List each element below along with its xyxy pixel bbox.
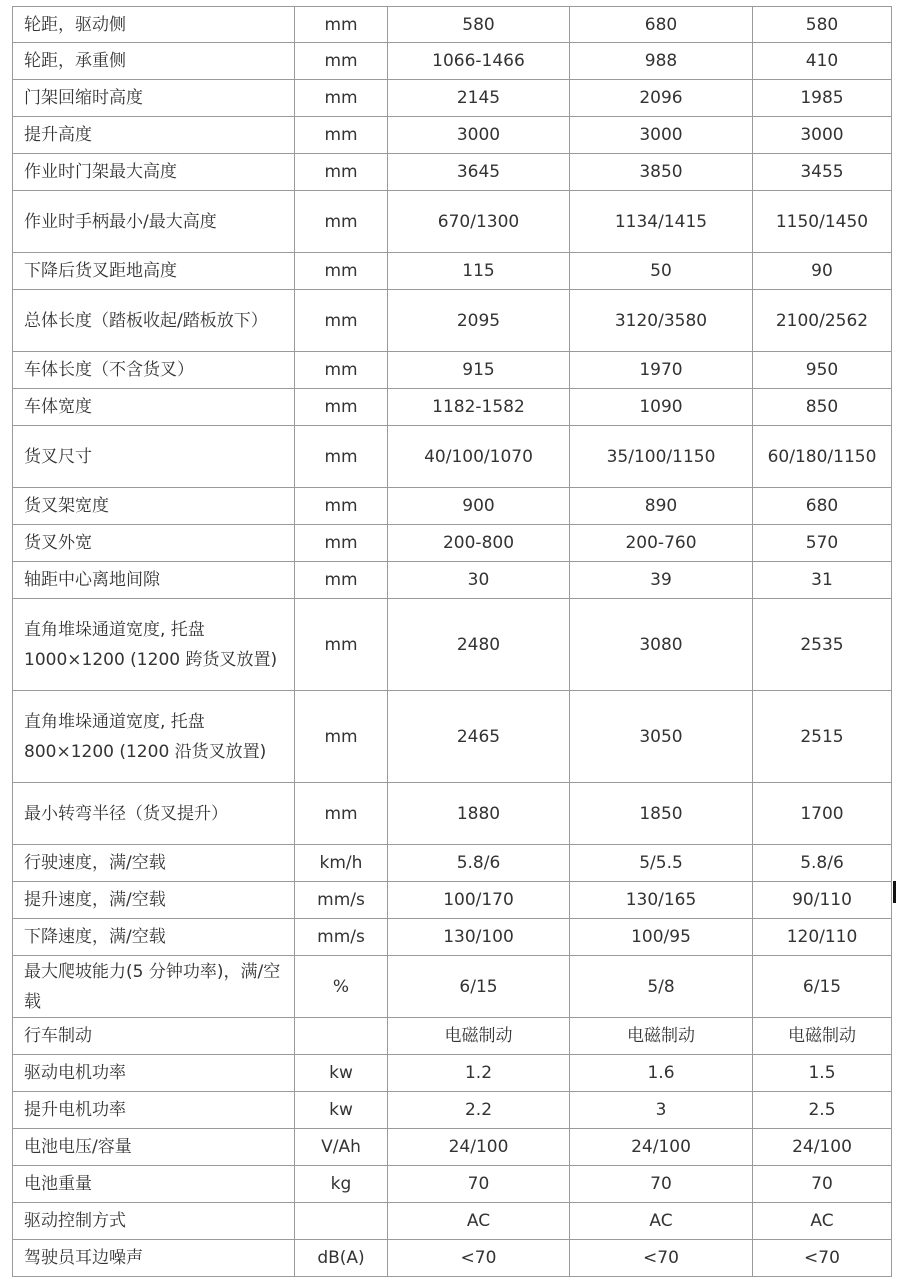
parameter-name-cell: 下降速度，满/空载 [13,919,295,956]
value-cell-v2: 5/8 [570,956,753,1018]
value-cell-v3: 24/100 [753,1129,892,1166]
unit-cell: km/h [295,845,388,882]
value-cell-v1: 100/170 [388,882,570,919]
table-row [13,882,892,919]
parameter-name-cell: 最大爬坡能力(5 分钟功率)，满/空载 [13,956,295,1018]
parameter-name-cell: 作业时手柄最小/最大高度 [13,191,295,253]
unit-cell: mm [295,562,388,599]
unit-cell: mm [295,191,388,253]
value-cell-v3: 5.8/6 [753,845,892,882]
value-cell-v3: 410 [753,43,892,80]
value-cell-v3: 2515 [753,691,892,783]
table-row [13,426,892,488]
value-cell-v2: 1090 [570,389,753,426]
unit-cell: mm [295,290,388,352]
value-cell-v2: 35/100/1150 [570,426,753,488]
table-row [13,956,892,1018]
table-row [13,154,892,191]
value-cell-v2: AC [570,1203,753,1240]
parameter-name-cell: 轮距，驱动侧 [13,7,295,43]
value-cell-v2: 50 [570,253,753,290]
value-cell-v1: 3645 [388,154,570,191]
value-cell-v3: 1985 [753,80,892,117]
value-cell-v3: 850 [753,389,892,426]
value-cell-v1: 580 [388,7,570,43]
value-cell-v1: 2.2 [388,1092,570,1129]
parameter-name-cell: 作业时门架最大高度 [13,154,295,191]
parameter-name-cell: 行驶速度，满/空载 [13,845,295,882]
value-cell-v1: 40/100/1070 [388,426,570,488]
value-cell-v2: 1.6 [570,1055,753,1092]
value-cell-v1: 200-800 [388,525,570,562]
value-cell-v3: 60/180/1150 [753,426,892,488]
table-row [13,80,892,117]
parameter-name-cell: 车体宽度 [13,389,295,426]
unit-cell: mm [295,525,388,562]
table-row [13,919,892,956]
unit-cell [295,1018,388,1055]
parameter-name-cell: 电池重量 [13,1166,295,1203]
value-cell-v2: 5/5.5 [570,845,753,882]
unit-cell: V/Ah [295,1129,388,1166]
unit-cell: mm [295,7,388,43]
parameter-name-cell: 下降后货叉距地高度 [13,253,295,290]
value-cell-v3: 3455 [753,154,892,191]
edge-marker [893,881,896,903]
unit-cell: mm [295,154,388,191]
parameter-name-cell: 总体长度（踏板收起/踏板放下） [13,290,295,352]
table-row [13,290,892,352]
table-row [13,7,892,43]
unit-cell: mm [295,691,388,783]
value-cell-v2: 3050 [570,691,753,783]
value-cell-v3: 70 [753,1166,892,1203]
unit-cell: mm [295,599,388,691]
unit-cell [295,1203,388,1240]
parameter-name-cell: 电池电压/容量 [13,1129,295,1166]
value-cell-v1: 130/100 [388,919,570,956]
unit-cell: mm [295,783,388,845]
table-row [13,117,892,154]
value-cell-v1: 2145 [388,80,570,117]
value-cell-v1: 6/15 [388,956,570,1018]
value-cell-v1: 3000 [388,117,570,154]
value-cell-v3: 90/110 [753,882,892,919]
parameter-name-cell: 门架回缩时高度 [13,80,295,117]
table-row [13,562,892,599]
value-cell-v1: 2465 [388,691,570,783]
unit-cell: mm/s [295,919,388,956]
table-row [13,1203,892,1240]
value-cell-v3: 2100/2562 [753,290,892,352]
unit-cell: mm [295,389,388,426]
value-cell-v1: 115 [388,253,570,290]
table-row [13,43,892,80]
value-cell-v1: 2480 [388,599,570,691]
value-cell-v1: AC [388,1203,570,1240]
unit-cell: mm [295,488,388,525]
unit-cell: mm [295,352,388,389]
value-cell-v1: 900 [388,488,570,525]
value-cell-v3: 90 [753,253,892,290]
value-cell-v1: 2095 [388,290,570,352]
unit-cell: mm [295,253,388,290]
value-cell-v1: 电磁制动 [388,1018,570,1055]
unit-cell: dB(A) [295,1240,388,1277]
value-cell-v1: 24/100 [388,1129,570,1166]
value-cell-v1: 30 [388,562,570,599]
value-cell-v3: 31 [753,562,892,599]
table-row [13,352,892,389]
value-cell-v1: <70 [388,1240,570,1277]
spec-table-body [13,7,892,1277]
value-cell-v2: <70 [570,1240,753,1277]
value-cell-v1: 915 [388,352,570,389]
parameter-name-cell: 最小转弯半径（货叉提升） [13,783,295,845]
table-row [13,691,892,783]
parameter-name-cell: 提升电机功率 [13,1092,295,1129]
value-cell-v3: 1700 [753,783,892,845]
table-row [13,1055,892,1092]
unit-cell: kw [295,1092,388,1129]
table-row [13,1018,892,1055]
table-row [13,783,892,845]
spec-table [12,6,892,1277]
parameter-name-cell: 驾驶员耳边噪声 [13,1240,295,1277]
value-cell-v2: 39 [570,562,753,599]
parameter-name-cell: 提升速度，满/空载 [13,882,295,919]
unit-cell: mm [295,80,388,117]
parameter-name-cell: 车体长度（不含货叉） [13,352,295,389]
value-cell-v3: 680 [753,488,892,525]
value-cell-v3: 120/110 [753,919,892,956]
unit-cell: mm/s [295,882,388,919]
parameter-name-cell: 提升高度 [13,117,295,154]
value-cell-v3: 1150/1450 [753,191,892,253]
value-cell-v3: AC [753,1203,892,1240]
table-row [13,488,892,525]
value-cell-v2: 200-760 [570,525,753,562]
parameter-name-cell: 货叉架宽度 [13,488,295,525]
parameter-name-cell: 驱动电机功率 [13,1055,295,1092]
unit-cell: kw [295,1055,388,1092]
unit-cell: kg [295,1166,388,1203]
parameter-name-cell: 轴距中心离地间隙 [13,562,295,599]
value-cell-v3: 3000 [753,117,892,154]
parameter-name-cell: 直角堆垛通道宽度, 托盘 800×1200 (1200 沿货叉放置) [13,691,295,783]
parameter-name-cell: 直角堆垛通道宽度, 托盘 1000×1200 (1200 跨货叉放置) [13,599,295,691]
value-cell-v2: 1850 [570,783,753,845]
value-cell-v2: 电磁制动 [570,1018,753,1055]
table-row [13,1166,892,1203]
unit-cell: mm [295,43,388,80]
unit-cell: % [295,956,388,1018]
value-cell-v2: 3000 [570,117,753,154]
parameter-name-cell: 行车制动 [13,1018,295,1055]
table-row [13,1092,892,1129]
value-cell-v2: 2096 [570,80,753,117]
value-cell-v2: 3 [570,1092,753,1129]
value-cell-v3: 电磁制动 [753,1018,892,1055]
value-cell-v2: 3120/3580 [570,290,753,352]
value-cell-v3: 1.5 [753,1055,892,1092]
parameter-name-cell: 货叉尺寸 [13,426,295,488]
parameter-name-cell: 货叉外宽 [13,525,295,562]
value-cell-v2: 1134/1415 [570,191,753,253]
value-cell-v1: 1.2 [388,1055,570,1092]
value-cell-v3: 2.5 [753,1092,892,1129]
value-cell-v1: 1066-1466 [388,43,570,80]
parameter-name-cell: 轮距，承重侧 [13,43,295,80]
value-cell-v3: 570 [753,525,892,562]
value-cell-v2: 890 [570,488,753,525]
value-cell-v3: 2535 [753,599,892,691]
value-cell-v2: 988 [570,43,753,80]
value-cell-v2: 24/100 [570,1129,753,1166]
unit-cell: mm [295,117,388,154]
table-row [13,525,892,562]
table-row [13,1129,892,1166]
unit-cell: mm [295,426,388,488]
value-cell-v1: 5.8/6 [388,845,570,882]
value-cell-v1: 670/1300 [388,191,570,253]
value-cell-v3: <70 [753,1240,892,1277]
table-row [13,1240,892,1277]
table-row [13,845,892,882]
value-cell-v2: 100/95 [570,919,753,956]
value-cell-v1: 70 [388,1166,570,1203]
value-cell-v3: 580 [753,7,892,43]
value-cell-v2: 3850 [570,154,753,191]
parameter-name-cell: 驱动控制方式 [13,1203,295,1240]
table-row [13,389,892,426]
spec-table-container [12,6,892,1277]
value-cell-v2: 130/165 [570,882,753,919]
table-row [13,191,892,253]
value-cell-v2: 1970 [570,352,753,389]
value-cell-v2: 3080 [570,599,753,691]
table-row [13,253,892,290]
table-row [13,599,892,691]
value-cell-v2: 680 [570,7,753,43]
value-cell-v1: 1880 [388,783,570,845]
value-cell-v3: 950 [753,352,892,389]
value-cell-v1: 1182-1582 [388,389,570,426]
value-cell-v2: 70 [570,1166,753,1203]
value-cell-v3: 6/15 [753,956,892,1018]
